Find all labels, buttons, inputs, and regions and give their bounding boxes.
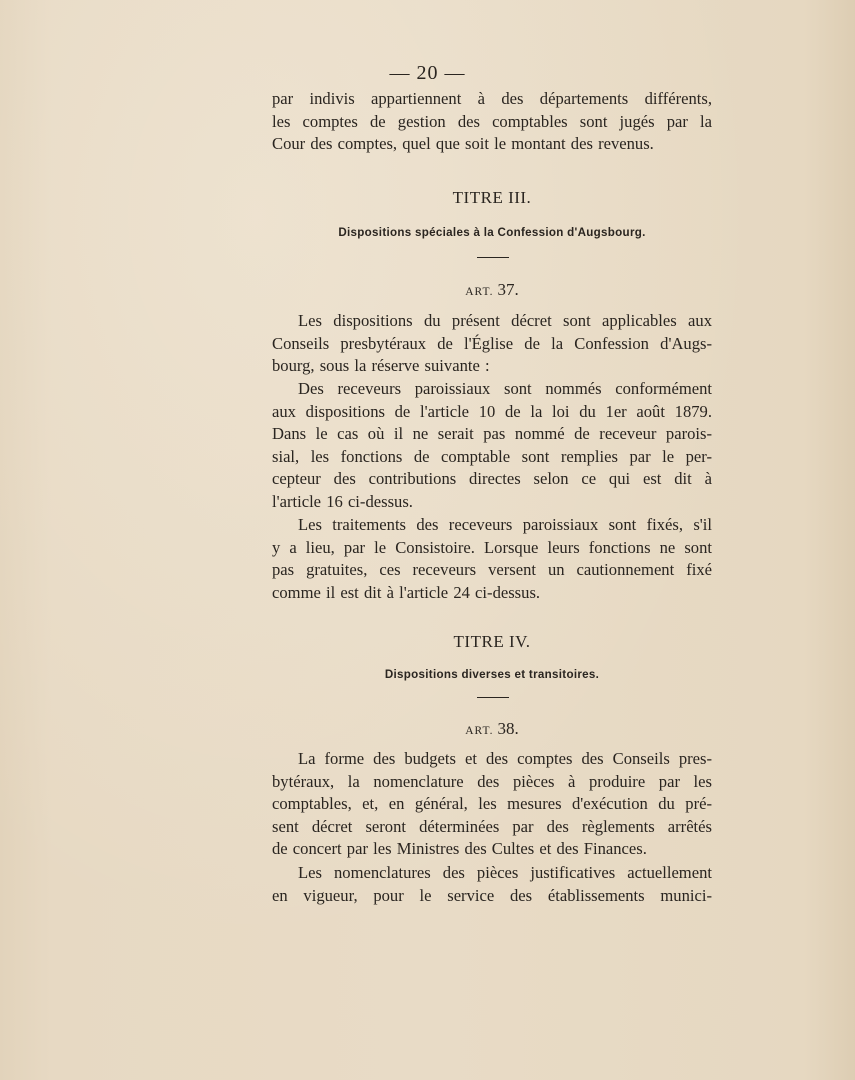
article-37-paragraph-1 <box>272 310 712 378</box>
text-line: y a lieu, par le Consistoire. Lorsque leurs fonctions ne sont <box>272 537 712 557</box>
text-line: La forme des budgets et des comptes des Conseils pres- <box>298 749 712 768</box>
article-38-heading <box>272 719 712 739</box>
text-line: de concert par les Ministres des Cultes et des Finances. <box>272 839 647 859</box>
text-line: comptables, et, en général, les mesures d'exécution du pré- <box>272 794 712 814</box>
text-line: Les nomenclatures des pièces justificatives actuellement <box>298 863 712 882</box>
titre-iv-heading: TITRE IV. <box>453 632 531 651</box>
article-37-paragraph-3 <box>272 514 712 604</box>
text-line: les comptes de gestion des comptables sont jugés par la <box>272 111 712 131</box>
text-line: l'article 16 ci-dessus. <box>272 491 413 511</box>
text-line: Conseils presbytéraux de l'Église de la Confession d'Augs- <box>272 333 712 353</box>
text-line: Les traitements des receveurs paroissiaux sont fixés, s'il <box>298 515 712 534</box>
titre-iii-heading: TITRE III. <box>452 188 532 207</box>
text-line: bourg, sous la réserve suivante : <box>272 356 490 376</box>
text-line: Des receveurs paroissiaux sont nommés conformément <box>298 379 712 398</box>
text-line: sial, les fonctions de comptable sont remplies par le per- <box>272 446 712 466</box>
article-number: 38. <box>497 719 519 738</box>
text-line: sent décret seront déterminées par des règlements arrêtés <box>272 816 712 836</box>
text-line: pas gratuites, ces receveurs versent un cautionnement fixé <box>272 560 712 580</box>
article-37-paragraph-2 <box>272 378 712 514</box>
text-line: bytéraux, la nomenclature des pièces à produire par les <box>272 771 712 791</box>
text-line: Les dispositions du présent décret sont applicables aux <box>298 311 712 330</box>
paragraph-continuation <box>272 88 712 156</box>
article-37-heading <box>272 280 712 300</box>
section-rule <box>477 257 509 258</box>
article-prefix: ART. <box>465 725 494 737</box>
section-rule <box>477 697 509 698</box>
titre-iv-subtitle: Dispositions diverses et transitoires. <box>384 668 600 681</box>
titre-iii-subtitle: Dispositions spéciales à la Confession d'Augsbourg. <box>338 226 646 239</box>
text-line: Cour des comptes, quel que soit le montant des revenus. <box>272 134 654 154</box>
text-line: aux dispositions de l'article 10 de la loi du 1er août 1879. <box>272 401 712 421</box>
text-line: Dans le cas où il ne serait pas nommé de receveur parois- <box>272 424 712 444</box>
text-line: comme il est dit à l'article 24 ci-dessus. <box>272 582 541 602</box>
article-38-paragraph-2 <box>272 862 712 907</box>
page-number: — 20 — <box>389 62 466 84</box>
text-line: en vigueur, pour le service des établissements munici- <box>272 885 712 905</box>
article-prefix: ART. <box>465 286 494 298</box>
article-38-paragraph-1 <box>272 748 712 861</box>
text-line: par indivis appartiennent à des départements différents, <box>272 89 712 108</box>
text-line: cepteur des contributions directes selon ce qui est dit à <box>272 469 712 489</box>
article-number: 37. <box>497 280 519 299</box>
